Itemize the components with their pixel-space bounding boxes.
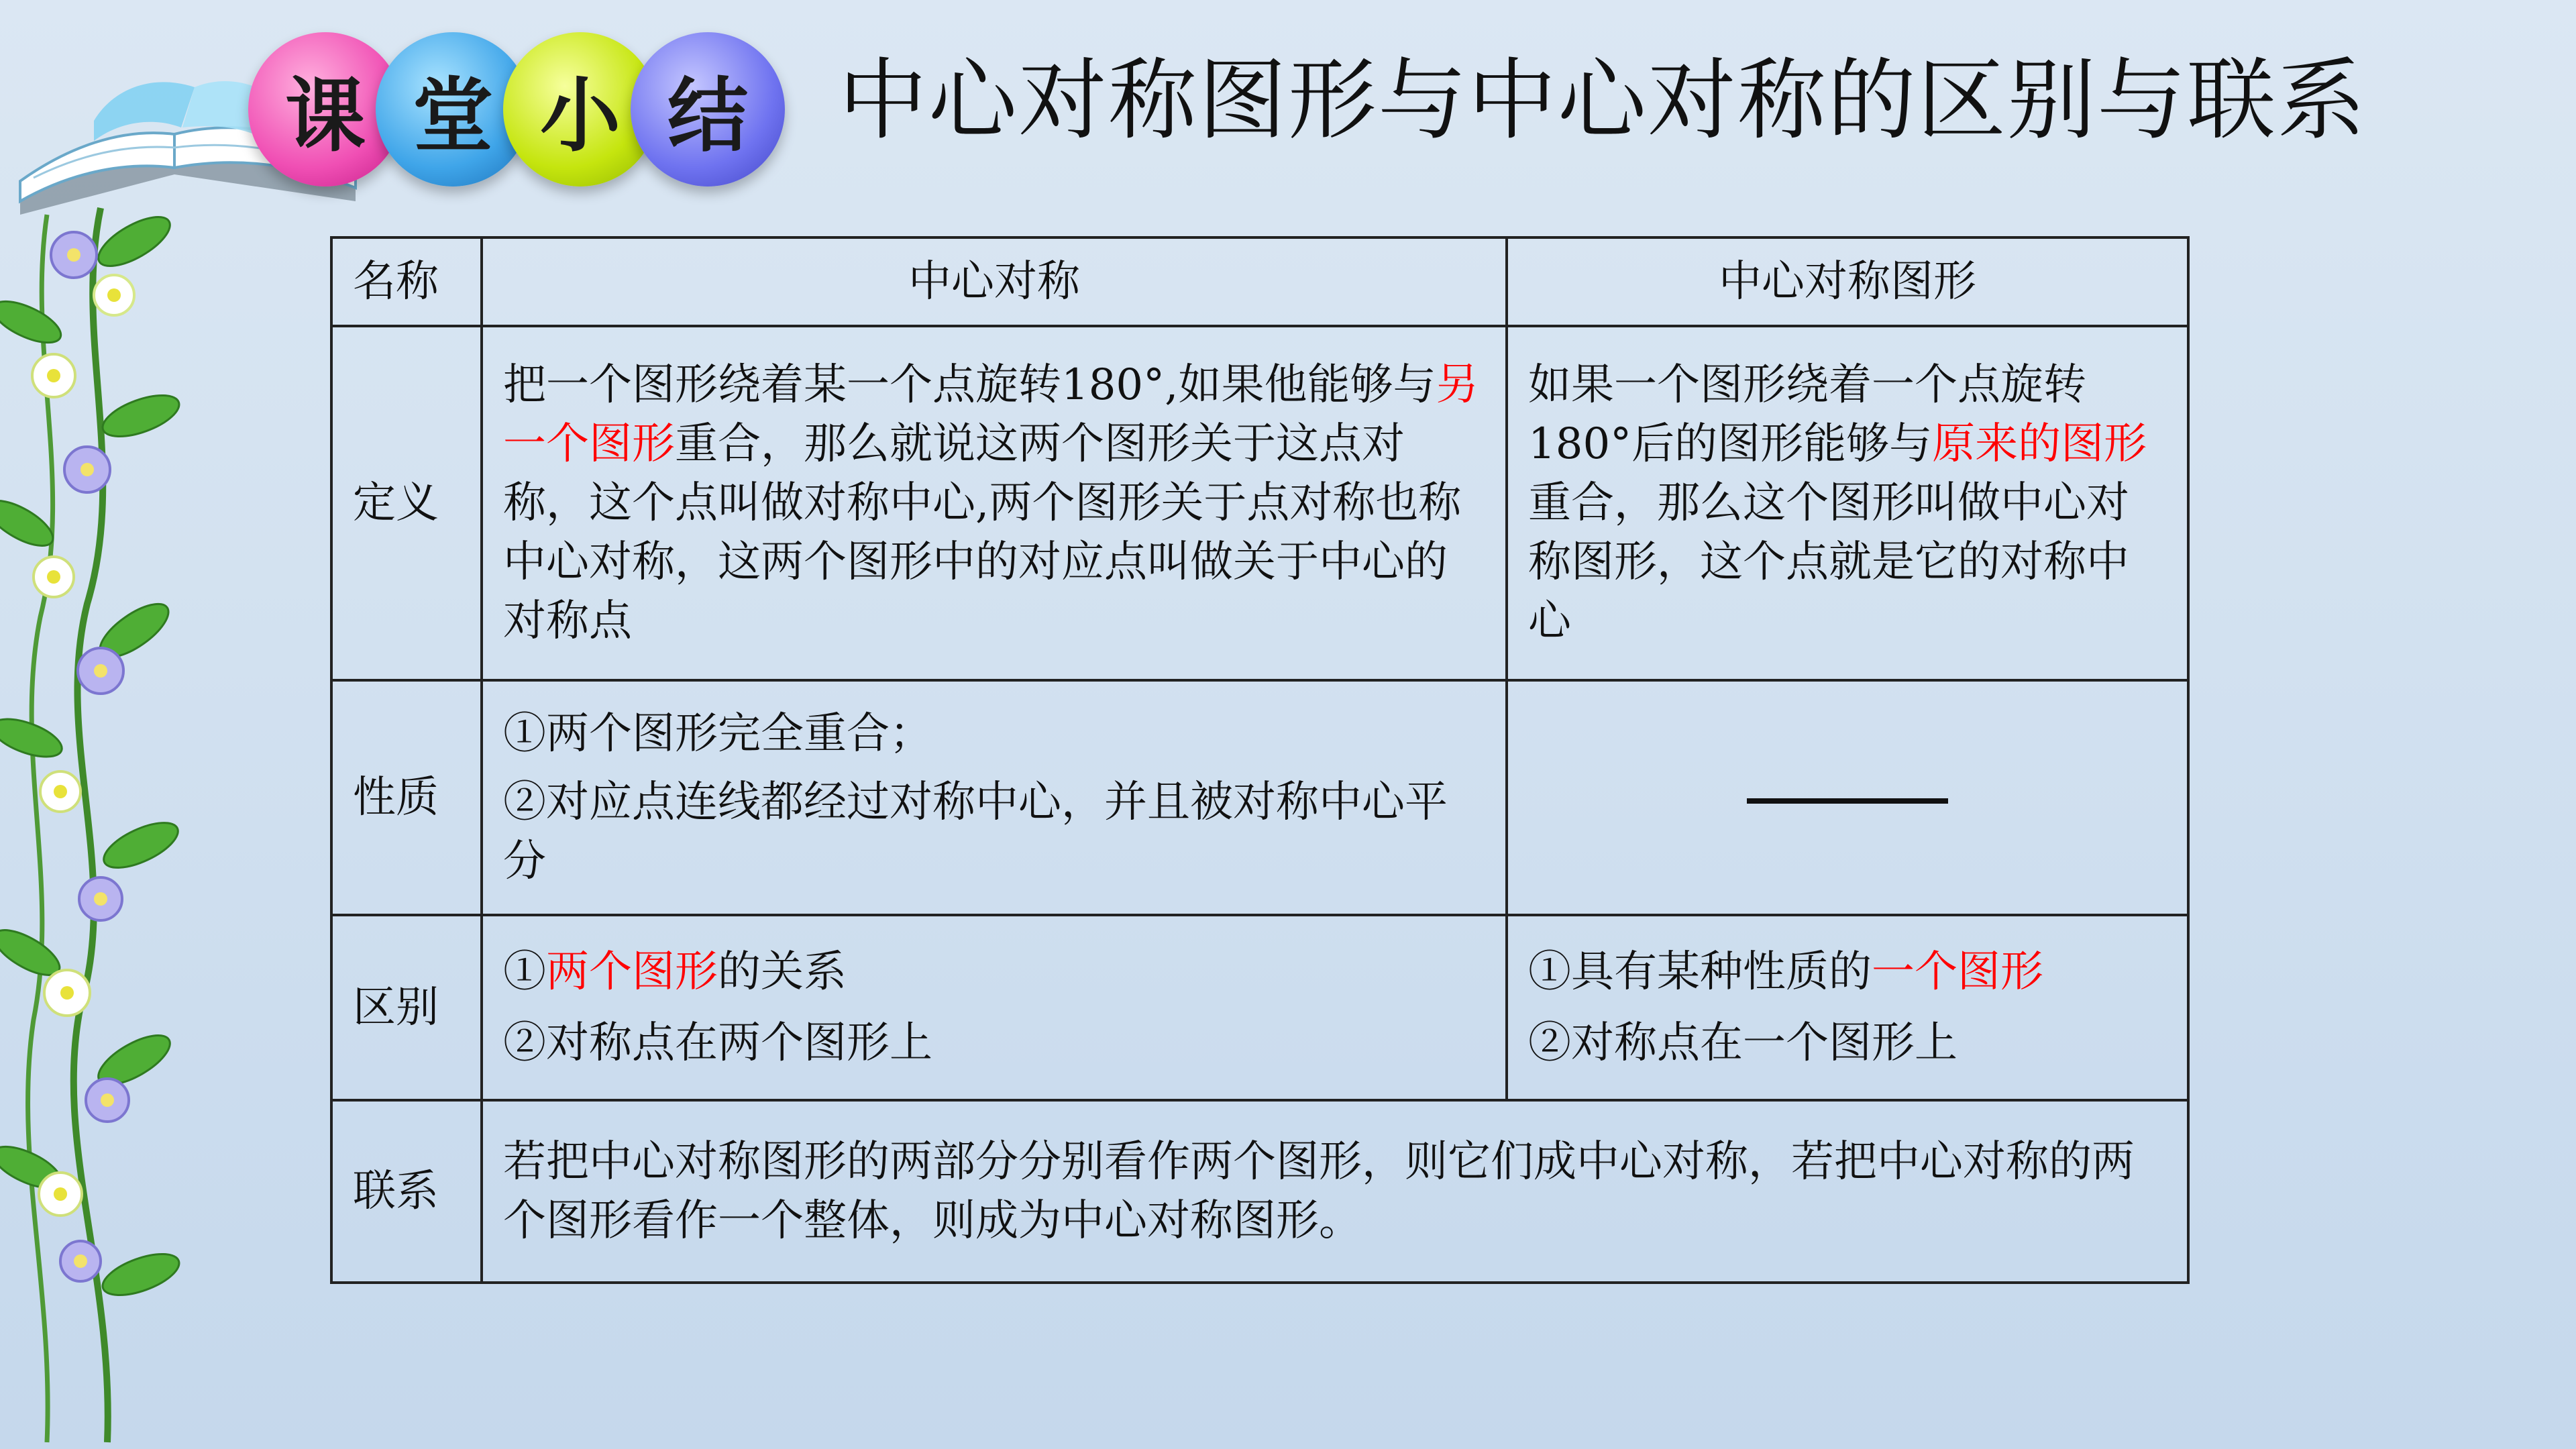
row-label-definition: 定义 bbox=[331, 326, 482, 680]
table-row-relation bbox=[331, 1100, 2188, 1283]
header-name-cell: 名称 bbox=[331, 237, 482, 326]
difference-marker-1: ① bbox=[503, 947, 546, 997]
comparison-table bbox=[330, 236, 2190, 1284]
badge-4: 结 bbox=[631, 32, 785, 186]
definition-symmetric-figure bbox=[1507, 326, 2188, 680]
row-label-property: 性质 bbox=[331, 680, 482, 915]
relation-text: 若把中心对称图形的两部分分别看作两个图形，则它们成中心对称，若把中心对称的两个图形看作一个整体，则成为中心对称图形。 bbox=[482, 1100, 2188, 1283]
difference-symmetric-figure bbox=[1507, 915, 2188, 1100]
table-header-row bbox=[331, 237, 2188, 326]
difference-line-2: ②对称点在两个图形上 bbox=[503, 1018, 932, 1068]
slide-title: 中心对称图形与中心对称的区别与联系 bbox=[839, 49, 2367, 152]
difference2-text-1: ①具有某种性质的 bbox=[1528, 947, 1872, 997]
row-label-difference: 区别 bbox=[331, 915, 482, 1100]
table-row-definition bbox=[331, 326, 2188, 680]
row-label-relation: 联系 bbox=[331, 1100, 482, 1283]
definition-text-b: 重合，那么就说这两个图形关于这点对称，这个点叫做对称中心,两个图形关于点对称也称中心对称，这两个图形中的对应点叫做关于中心的对称点 bbox=[503, 419, 1462, 646]
definition2-highlight: 原来的图形 bbox=[1932, 419, 2147, 469]
definition-highlight: 另一个图形 bbox=[503, 360, 1479, 469]
difference2-line-1 bbox=[1528, 943, 2167, 1002]
header-centrally-symmetric-figure: 中心对称图形 bbox=[1507, 237, 2188, 326]
table-row-property bbox=[331, 680, 2188, 915]
difference2-highlight-1: 一个图形 bbox=[1872, 947, 2043, 997]
table-row-difference bbox=[331, 915, 2188, 1100]
definition-text-a: 把一个图形绕着某一个点旋转180°,如果他能够与 bbox=[503, 360, 1436, 410]
definition2-text-b: 重合，那么这个图形叫做中心对称图形，这个点就是它的对称中心 bbox=[1528, 478, 2129, 646]
badge-2: 堂 bbox=[376, 32, 530, 186]
difference2-line-2: ②对称点在一个图形上 bbox=[1528, 1018, 1957, 1068]
badge-1: 课 bbox=[248, 32, 402, 186]
empty-dash-mark bbox=[1747, 798, 1948, 804]
property-symmetric-figure bbox=[1507, 680, 2188, 915]
difference-line-1 bbox=[503, 943, 1485, 1002]
property-line-1: ①两个图形完全重合； bbox=[503, 709, 932, 759]
lesson-summary-badges bbox=[248, 32, 785, 193]
difference-central-symmetry bbox=[482, 915, 1507, 1100]
difference-text-1: 的关系 bbox=[718, 947, 847, 997]
property-central-symmetry bbox=[482, 680, 1507, 915]
property-line-2: ②对应点连线都经过对称中心，并且被对称中心平分 bbox=[503, 777, 1448, 886]
badge-3: 小 bbox=[503, 32, 657, 186]
difference-highlight-1: 两个图形 bbox=[546, 947, 718, 997]
flower-vine-decoration bbox=[0, 201, 215, 1449]
definition2-text-a: 如果一个图形绕着一个点旋转180°后的图形能够与 bbox=[1528, 360, 2086, 469]
definition-central-symmetry bbox=[482, 326, 1507, 680]
header-central-symmetry: 中心对称 bbox=[482, 237, 1507, 326]
